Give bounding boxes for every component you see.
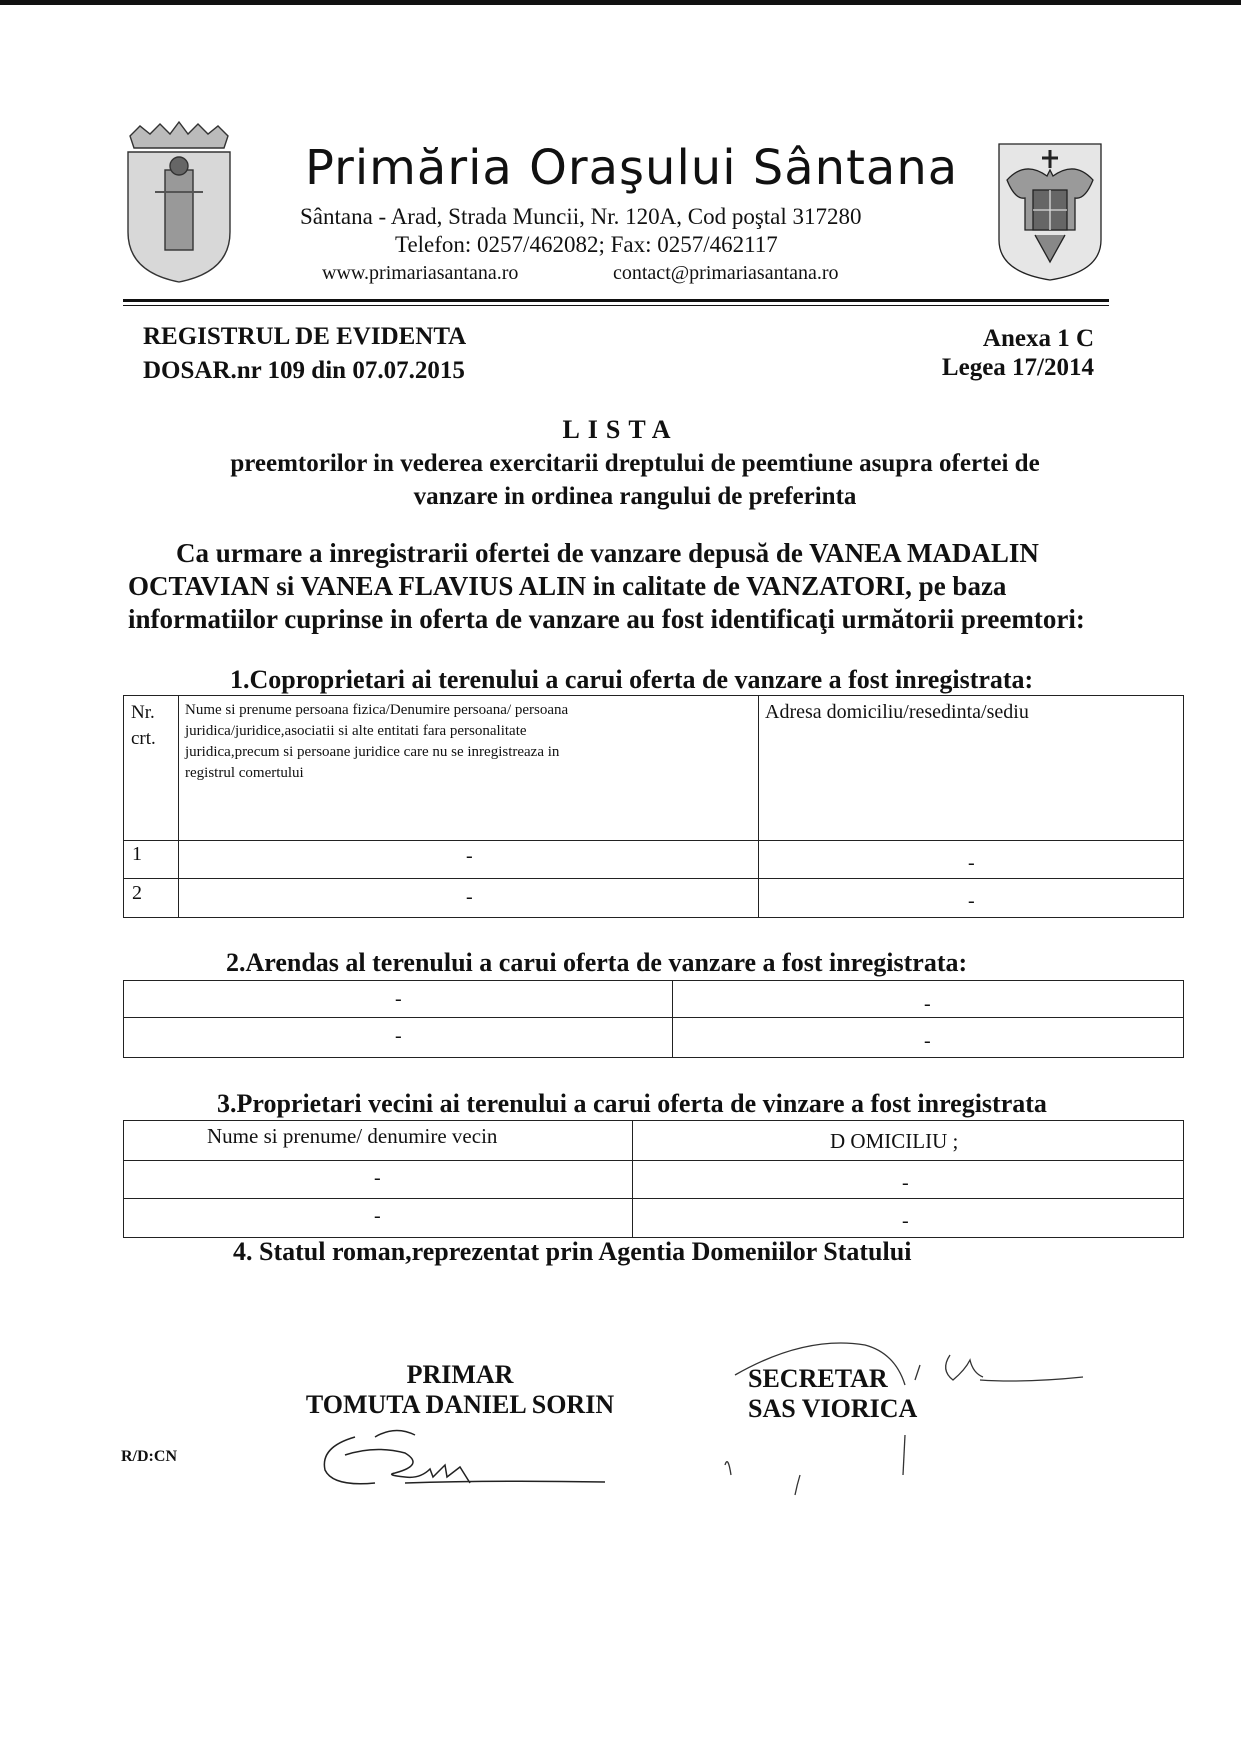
institution-phone-fax: Telefon: 0257/462082; Fax: 0257/462117 — [395, 232, 778, 257]
document-initials: R/D:CN — [121, 1448, 177, 1465]
column-header-name-line-3: juridica,precum si persoane juridice care nu se inregistreaza in — [185, 744, 560, 760]
intro-line-2: OCTAVIAN si VANEA FLAVIUS ALIN in calitate de VANZATORI, pe baza — [128, 571, 1007, 601]
table-cell: - — [924, 1030, 931, 1052]
table-border — [123, 1120, 1184, 1121]
table-cell: - — [395, 988, 402, 1010]
law-reference: Legea 17/2014 — [941, 354, 1094, 381]
column-header-name-line-2: juridica/juridice,asociatii si alte entitati fara personalitate — [185, 723, 527, 739]
table-border — [123, 1120, 124, 1237]
column-header-nr — [131, 700, 156, 752]
institution-address: Sântana - Arad, Strada Muncii, Nr. 120A, Cod poştal 317280 — [300, 204, 862, 229]
table-border — [123, 695, 124, 917]
table-border — [1183, 1120, 1184, 1237]
table-cell-address: - — [968, 890, 975, 912]
secretary-name: SAS VIORICA — [748, 1394, 918, 1423]
list-subtitle — [140, 447, 1130, 513]
table-border — [672, 980, 673, 1057]
table-border — [123, 980, 1184, 981]
romania-coat-of-arms-icon — [995, 140, 1105, 282]
section-2-title: 2.Arendas al terenului a carui oferta de vanzare a fost inregistrata: — [226, 948, 968, 977]
column-header-name-line-4: registrul comertului — [185, 765, 304, 781]
registry-title: REGISTRUL DE EVIDENTA — [143, 323, 467, 350]
table-cell: - — [924, 993, 931, 1015]
table-cell: - — [374, 1205, 381, 1227]
table-border — [123, 1198, 1184, 1199]
institution-title: Primăria Oraşului Sântana — [305, 140, 959, 196]
table-border — [1183, 980, 1184, 1057]
institution-email: contact@primariasantana.ro — [613, 262, 839, 284]
column-header-nr-line-2: crt. — [131, 728, 156, 749]
table-cell: - — [902, 1210, 909, 1232]
table-border — [1183, 695, 1184, 917]
mayor-signature-block — [260, 1360, 660, 1420]
institution-website: www.primariasantana.ro — [322, 262, 519, 284]
secretary-role: SECRETAR — [748, 1364, 888, 1393]
header-divider — [123, 299, 1109, 302]
table-border — [123, 980, 124, 1057]
table-cell: - — [902, 1172, 909, 1194]
intro-line-3: informatiilor cuprinse in oferta de vanzare au fost identificaţi următorii preemtori: — [128, 604, 1085, 634]
list-subtitle-line-2: vanzare in ordinea rangului de preferinta — [413, 483, 857, 510]
header-divider-thin — [123, 305, 1109, 306]
intro-paragraph — [128, 537, 1143, 636]
registry-block — [143, 320, 466, 388]
dossier-number: DOSAR.nr 109 din 07.07.2015 — [143, 357, 465, 384]
mayor-handwritten-signature — [315, 1425, 615, 1505]
table-border — [123, 917, 1184, 918]
table-border — [178, 695, 179, 917]
table-cell-address: - — [968, 852, 975, 874]
mayor-name: TOMUTA DANIEL SORIN — [305, 1390, 615, 1419]
list-title: LISTA — [562, 415, 679, 444]
table-border — [123, 695, 1184, 696]
intro-line-1: Ca urmare a inregistrarii ofertei de vanzare depusă de VANEA MADALIN — [176, 538, 1039, 568]
column-header-name-line-1: Nume si prenume persoana fizica/Denumire persoana/ persoana — [185, 702, 569, 718]
section-4-title: 4. Statul roman,reprezentat prin Agentia Domeniilor Statului — [233, 1237, 912, 1266]
section-3-title: 3.Proprietari vecini ai terenului a carui oferta de vinzare a fost inregistrata — [217, 1089, 1047, 1118]
column-header-nr-line-1: Nr. — [131, 702, 155, 723]
section-1-title: 1.Coproprietari ai terenului a carui oferta de vanzare a fost inregistrata: — [230, 665, 1034, 694]
column-header-address: Adresa domiciliu/resedinta/sediu — [765, 701, 1029, 723]
column-header-domicile: D OMICILIU ; — [830, 1129, 959, 1153]
table-border — [123, 878, 1184, 879]
table-border — [123, 1017, 1184, 1018]
table-cell: - — [374, 1167, 381, 1189]
annex-label: Anexa 1 C — [982, 325, 1094, 352]
table-border — [123, 1057, 1184, 1058]
table-border — [123, 1160, 1184, 1161]
table-cell-name: - — [466, 845, 473, 867]
table-cell-name: - — [466, 886, 473, 908]
table-cell: - — [395, 1025, 402, 1047]
column-header-name — [185, 700, 755, 784]
scan-top-border — [0, 0, 1241, 5]
town-coat-of-arms-icon — [120, 122, 238, 284]
table-border — [758, 695, 759, 917]
column-header-neighbor-name: Nume si prenume/ denumire vecin — [207, 1124, 498, 1148]
list-subtitle-line-1: preemtorilor in vederea exercitarii dreptului de peemtiune asupra ofertei de — [230, 450, 1040, 477]
mayor-role: PRIMAR — [406, 1360, 514, 1389]
table-row-nr: 2 — [132, 882, 142, 904]
table-row-nr: 1 — [132, 843, 142, 865]
secretary-handwritten-signature — [725, 1325, 1085, 1495]
table-border — [632, 1120, 633, 1237]
table-border — [123, 840, 1184, 841]
